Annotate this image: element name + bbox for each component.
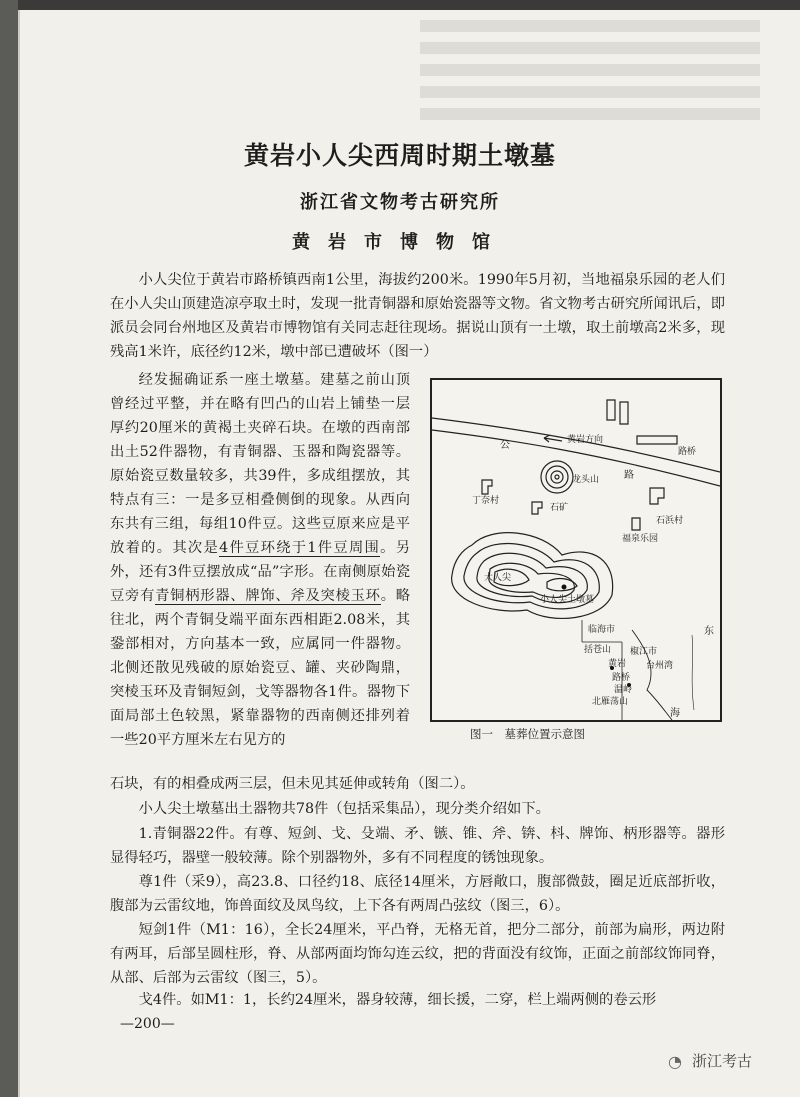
paragraph-zun: 尊1件（采9），高23.8、口径约18、底径14厘米，方唇敞口，腹部微鼓，圈足近底部折收，腹部为云雷纹地，饰兽面纹及凤鸟纹，上下各有两周凸弦纹（图三，6）。 — [110, 874, 725, 914]
underlined-phrase-bronzes: 青铜柄形器、牌饰、斧及突棱玉环 — [155, 588, 381, 604]
page-number: —200— — [120, 1016, 175, 1032]
paragraph-intro: 小人尖位于黄岩市路桥镇西南1公里，海拔约200米。1990年5月初，当地福泉乐园的老人们在小人尖山顶建造凉亭取土时，发现一批青铜器和原始瓷器等文物。省文物考古研究所闻讯后，即派员会同台州地区及黄岩市博物馆有关同志赶往现场。据说山顶有一土墩，取土前墩高2米多，现残高1米许，底径约12米，墩中部已遭破坏（图一） — [110, 272, 725, 360]
article-title: 黄岩小人尖西周时期土墩墓 — [243, 141, 556, 170]
map-drawing — [432, 380, 720, 720]
watermark: 浙江考古 — [692, 1052, 753, 1070]
label-longtoushan: 龙头山 — [572, 475, 600, 485]
paragraph-stones: 石块，有的相叠成两三层，但未见其延伸或转角（图二）。 — [110, 776, 475, 792]
label-sea: 海 — [670, 708, 680, 719]
excavation-text-c: 。略往北，两个青铜殳端平面东西相距2.08米，其銎部相对，方向基本一致，应属同一件器物。北侧还散见残破的原始瓷豆、罐、夹砂陶鼎，突棱玉环及青铜短剑，戈等器物各1件。器物下面局部土色较黑，紧靠器物的西南侧还排列着一些20平方厘米左右见方的 — [110, 588, 411, 748]
binding-edge — [18, 0, 800, 10]
bleed-through-text — [420, 20, 760, 140]
label-beiyan: 北雁荡山 — [592, 697, 629, 707]
excavation-text-b: 。另外，还有3件豆摆放成“品”字形。在南侧原始瓷豆旁有 — [110, 540, 411, 604]
label-huangyan-direction: 黄岩方向 — [567, 435, 604, 445]
label-shibincun: 石浜村 — [656, 516, 684, 526]
paragraph-sword: 短剑1件（M1：16），全长24厘米，平凸脊，无格无首，把分二部分，前部为扁形，两边附有两耳，后部呈圆柱形，脊、从部两面均饰勾连云纹，把的背面没有纹饰，正面之前部纹饰同脊，从部、后部为云雷纹（图三，5）。 — [110, 922, 725, 986]
paragraph-ge: 戈4件。如M1：1，长约24厘米，器身较薄，细长援，二穿，栏上端两侧的卷云形 — [138, 992, 657, 1008]
author-institute: 浙江省文物考古研究所 — [300, 192, 500, 213]
label-road-gong: 公 — [500, 440, 510, 451]
label-luqiao: 路桥 — [678, 447, 697, 457]
paragraph-excavation — [110, 368, 410, 752]
site-location-map — [430, 378, 722, 722]
label-fuquan: 福泉乐园 — [622, 534, 659, 544]
road-upper-edge — [432, 418, 720, 472]
label-site: 小人尖土墩墓 — [540, 595, 595, 605]
underlined-phrase-dou-ring: 4件豆环绕于1件豆周围 — [219, 540, 381, 556]
label-dingjiacun: 丁奈村 — [472, 496, 500, 506]
paragraph-artifact-count: 小人尖土墩墓出土器物共78件（包括采集品），现分类介绍如下。 — [138, 801, 550, 817]
paragraph-bronzes: 1.青铜器22件。有尊、短剑、戈、殳端、矛、镞、锥、斧、锛、枓、牌饰、柄形器等。器形显得轻巧，器壁一般较薄。除个别器物外，多有不同程度的锈蚀现象。 — [110, 826, 725, 866]
label-linhai: 临海市 — [588, 625, 616, 635]
wechat-icon: ◔ — [668, 1052, 682, 1071]
label-wenling: 温岭 — [614, 685, 633, 695]
label-kuocangshan: 括苍山 — [584, 645, 612, 655]
label-huangyan: 黄岩 — [608, 659, 627, 669]
label-darenjian: 大人尖 — [484, 573, 512, 583]
author-museum: 黄岩市博物馆 — [292, 232, 508, 253]
label-jiaojiang: 椒江市 — [630, 647, 658, 657]
figure-caption: 图一 墓葬位置示意图 — [470, 727, 585, 741]
label-shikuang: 石矿 — [550, 503, 569, 513]
label-road-lu: 路 — [624, 470, 634, 481]
excavation-text-a: 经发掘确证系一座土墩墓。建墓之前山顶曾经过平整，并在略有凹凸的山岩上铺垫一层厚约20厘米的黄褐土夹碎石块。在墩的西南部出土52件器物，有青铜器、玉器和陶瓷器等。原始瓷豆数量较多，共39件，多成组摆放，其特点有三：一是多豆相叠侧倒的现象。从西向东共有三组，每组10件豆。这些豆原来应是平放着的。其次是 — [110, 372, 410, 556]
label-taizhouwan: 台州湾 — [646, 661, 674, 671]
label-east: 东 — [704, 626, 714, 637]
label-luqiao-small: 路桥 — [612, 673, 631, 683]
